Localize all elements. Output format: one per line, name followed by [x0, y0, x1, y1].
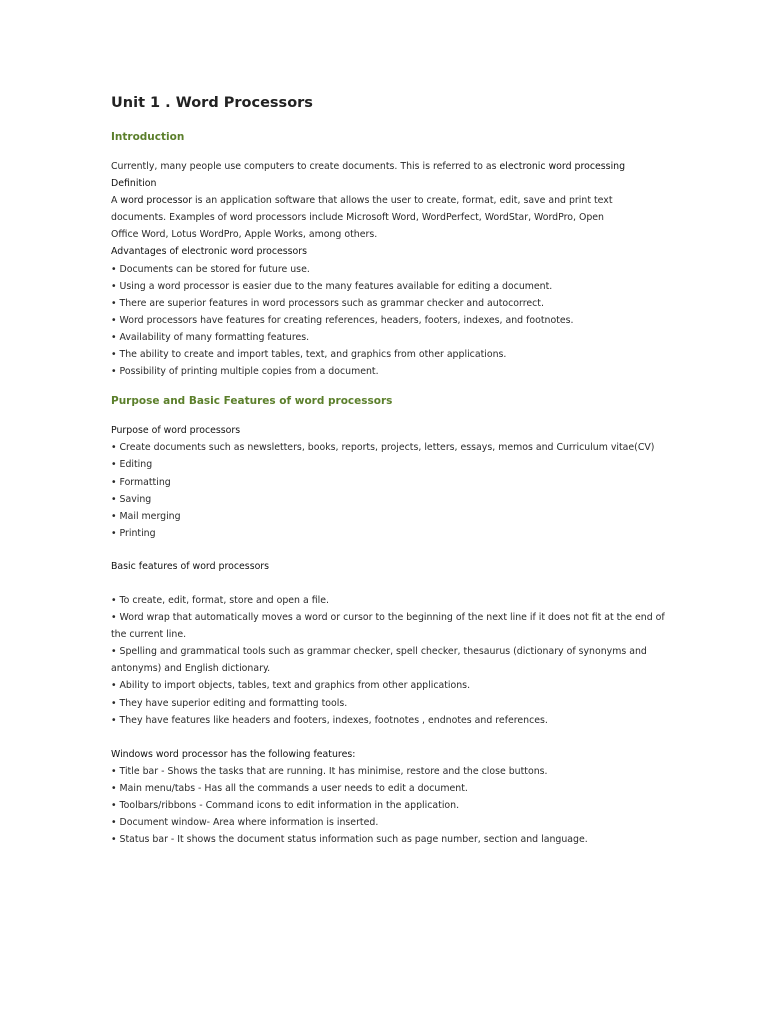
definition-label: Definition — [111, 178, 157, 190]
definition-line-3: Office Word, Lotus WordPro, Apple Works, among others. — [111, 229, 378, 241]
introduction-heading: Introduction — [111, 131, 185, 143]
definition-line-2: documents. Examples of word processors include Microsoft Word, WordPerfect, WordStar, WordPro, Open — [111, 212, 604, 224]
intro-paragraph — [111, 158, 671, 175]
list-item: • Document window- Area where information is inserted. — [111, 814, 671, 831]
definition-rest: is an application software that allows the user to create, format, edit, save and print text — [192, 195, 613, 207]
document-page — [111, 92, 671, 848]
advantages-label: Advantages of electronic word processors — [111, 246, 308, 258]
list-item: • Main menu/tabs - Has all the commands a user needs to edit a document. — [111, 780, 671, 797]
windows-features-label: Windows word processor has the following features: — [111, 748, 356, 760]
list-item: • The ability to create and import tables, text, and graphics from other applications. — [111, 346, 671, 363]
list-item: • Saving — [111, 491, 671, 508]
advantages-list — [111, 261, 671, 381]
list-item: • Possibility of printing multiple copies from a document. — [111, 363, 671, 380]
list-item: • Ability to import objects, tables, text and graphics from other applications. — [111, 677, 671, 694]
list-item: • Word processors have features for creating references, headers, footers, indexes, and footnotes. — [111, 312, 671, 329]
list-item: • Availability of many formatting features. — [111, 329, 671, 346]
list-item: • Printing — [111, 525, 671, 542]
list-item: • Toolbars/ribbons - Command icons to edit information in the application. — [111, 797, 671, 814]
list-item: • Using a word processor is easier due to the many features available for editing a document. — [111, 278, 671, 295]
intro-text: Currently, many people use computers to create documents. This is referred to as — [111, 161, 500, 172]
list-item: • To create, edit, format, store and open a file. — [111, 592, 671, 609]
list-item: • Spelling and grammatical tools such as grammar checker, spell checker, thesaurus (dictionary of synonyms and antonyms) and English dictionary. — [111, 643, 671, 677]
list-item: • They have features like headers and footers, indexes, footnotes , endnotes and references. — [111, 712, 671, 729]
list-item: • Mail merging — [111, 508, 671, 525]
list-item: • Documents can be stored for future use. — [111, 261, 671, 278]
page-title: Unit 1 . Word Processors — [111, 95, 313, 111]
definition-line-1 — [111, 192, 671, 209]
definition-term: word processor — [120, 195, 193, 207]
list-item: • Status bar - It shows the document status information such as page number, section and language. — [111, 831, 671, 848]
list-item: • There are superior features in word processors such as grammar checker and autocorrect. — [111, 295, 671, 312]
intro-emphasis: electronic word processing — [499, 161, 626, 172]
list-item: • Title bar - Shows the tasks that are running. It has minimise, restore and the close buttons. — [111, 763, 671, 780]
windows-features-list — [111, 763, 671, 848]
basic-features-label: Basic features of word processors — [111, 560, 270, 572]
list-item: • Create documents such as newsletters, books, reports, projects, letters, essays, memos and Curriculum vitae(CV) — [111, 439, 671, 456]
list-item: • Editing — [111, 456, 671, 473]
basic-features-list — [111, 592, 671, 729]
list-item: • Formatting — [111, 474, 671, 491]
purpose-label: Purpose of word processors — [111, 425, 241, 437]
purpose-list — [111, 439, 671, 542]
definition-lead: A — [111, 195, 121, 207]
purpose-heading: Purpose and Basic Features of word processors — [111, 395, 393, 408]
list-item: • Word wrap that automatically moves a word or cursor to the beginning of the next line if it does not fit at the end of the current line. — [111, 609, 671, 643]
list-item: • They have superior editing and formatting tools. — [111, 695, 671, 712]
